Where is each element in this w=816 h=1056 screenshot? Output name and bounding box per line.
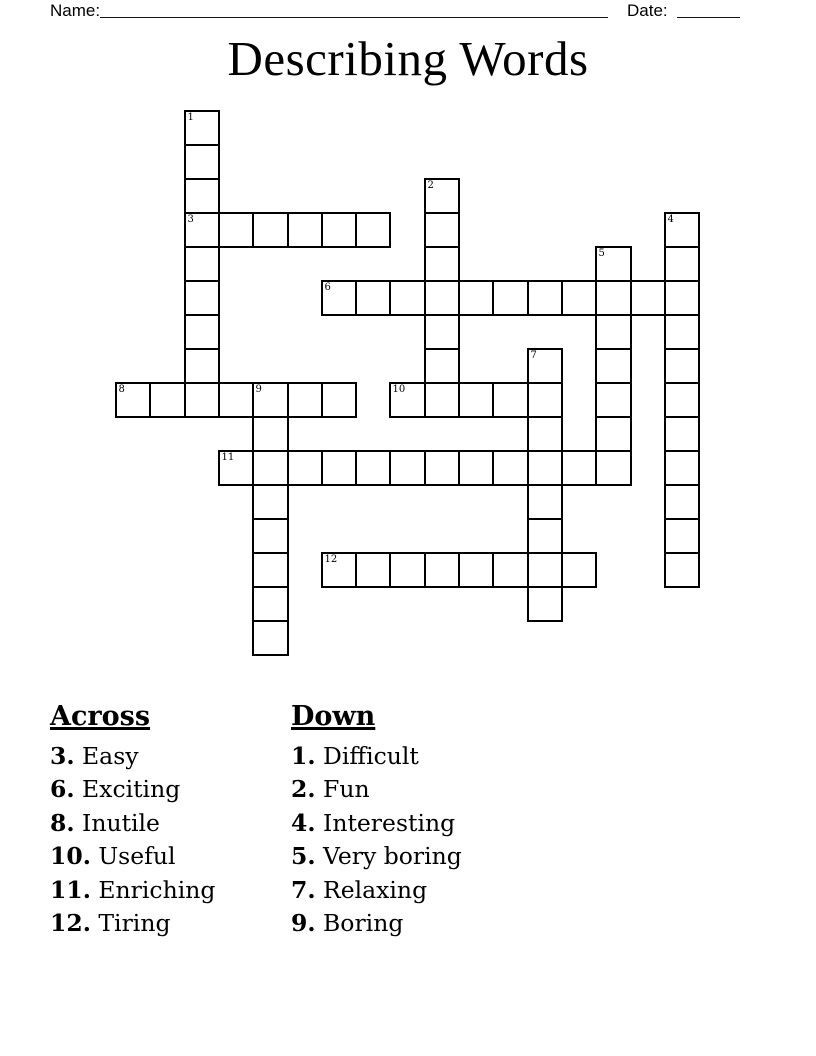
clue-item: [291, 874, 462, 907]
clue-item-number: 8.: [50, 808, 75, 837]
clue-item: [291, 840, 462, 873]
grid-cell[interactable]: [527, 416, 563, 452]
clue-item-text: Easy: [82, 742, 139, 770]
clue-item: [291, 807, 462, 840]
grid-cell[interactable]: [458, 280, 494, 316]
clue-number-label: 8: [118, 384, 125, 395]
grid-cell[interactable]: [252, 484, 289, 520]
grid-cell[interactable]: [252, 586, 289, 622]
grid-cell[interactable]: [252, 552, 289, 588]
clue-item-text: Inutile: [82, 808, 160, 837]
grid-cell[interactable]: [184, 382, 220, 418]
grid-cell[interactable]: [561, 450, 597, 486]
grid-cell[interactable]: [424, 450, 460, 486]
clue-number-label: 6: [324, 282, 331, 293]
grid-cell[interactable]: [184, 314, 220, 350]
grid-cell[interactable]: [287, 382, 323, 418]
grid-cell[interactable]: [664, 382, 700, 418]
clue-item: [50, 907, 215, 940]
grid-cell[interactable]: [424, 280, 460, 316]
grid-cell[interactable]: [424, 314, 460, 350]
grid-cell[interactable]: [458, 450, 494, 486]
clue-item-number: 6.: [50, 775, 75, 804]
clue-number-label: 7: [530, 350, 537, 361]
grid-cell[interactable]: [527, 484, 563, 520]
grid-cell[interactable]: [252, 450, 289, 486]
grid-cell[interactable]: [424, 382, 460, 418]
grid-cell[interactable]: [321, 450, 357, 486]
clue-number-label: 3: [187, 214, 194, 225]
clue-item-text: Interesting: [323, 808, 456, 837]
grid-cell[interactable]: [424, 212, 460, 248]
clue-item-text: Relaxing: [323, 875, 428, 904]
across-clues-section: [50, 702, 215, 940]
clue-item: [50, 807, 215, 840]
grid-cell[interactable]: [389, 450, 426, 486]
clue-number-label: 2: [427, 180, 434, 191]
grid-cell[interactable]: [149, 382, 186, 418]
grid-cell[interactable]: [458, 382, 494, 418]
grid-cell[interactable]: [527, 280, 563, 316]
grid-cell[interactable]: [252, 416, 289, 452]
grid-cell[interactable]: [184, 144, 220, 180]
across-heading: Across: [50, 701, 151, 732]
grid-cell[interactable]: [664, 484, 700, 520]
grid-cell[interactable]: [664, 416, 700, 452]
grid-cell[interactable]: [664, 314, 700, 350]
clue-item-number: 3.: [50, 742, 75, 770]
grid-cell[interactable]: [561, 280, 597, 316]
grid-cell[interactable]: [389, 552, 426, 588]
grid-cell[interactable]: [424, 348, 460, 384]
grid-cell[interactable]: [184, 178, 220, 214]
grid-cell[interactable]: [595, 450, 632, 486]
clue-item: [50, 740, 215, 773]
grid-cell[interactable]: [389, 280, 426, 316]
clue-item-text: Exciting: [82, 775, 181, 804]
grid-cell[interactable]: [321, 212, 357, 248]
grid-cell[interactable]: [492, 382, 529, 418]
grid-cell[interactable]: [355, 280, 391, 316]
grid-cell[interactable]: [355, 450, 391, 486]
clue-item-number: 2.: [291, 775, 316, 804]
grid-cell[interactable]: [664, 246, 700, 282]
clue-item: [50, 773, 215, 806]
clue-item: [50, 840, 215, 873]
name-label: Name:: [50, 1, 101, 20]
clue-item-text: Useful: [98, 842, 176, 871]
clue-number-label: 5: [598, 248, 605, 259]
clue-item: [291, 773, 462, 806]
grid-cell[interactable]: [664, 552, 700, 588]
grid-cell[interactable]: [252, 212, 289, 248]
clue-number-label: 10: [392, 384, 406, 395]
clue-number-label: 1: [187, 112, 194, 123]
clue-item-number: 1.: [291, 742, 316, 770]
clue-item-text: Enriching: [98, 875, 216, 904]
grid-cell[interactable]: [321, 382, 357, 418]
grid-cell[interactable]: [561, 552, 597, 588]
clue-number-label: 4: [667, 214, 674, 225]
grid-cell[interactable]: [630, 280, 666, 316]
clue-number-label: 9: [255, 384, 262, 395]
clue-item-text: Boring: [323, 909, 404, 938]
grid-cell[interactable]: [424, 246, 460, 282]
grid-cell[interactable]: [527, 518, 563, 554]
clue-item-number: 12.: [50, 909, 91, 938]
grid-cell[interactable]: [664, 348, 700, 384]
clue-item: [291, 740, 462, 773]
grid-cell[interactable]: [252, 620, 289, 656]
clue-item: [50, 874, 215, 907]
down-clue-list: [291, 740, 462, 940]
clue-item-text: Tiring: [98, 909, 171, 938]
grid-cell[interactable]: [184, 280, 220, 316]
grid-cell[interactable]: [595, 416, 632, 452]
grid-cell[interactable]: [458, 552, 494, 588]
clue-number-label: 12: [324, 554, 338, 565]
grid-cell[interactable]: [424, 552, 460, 588]
clue-item-number: 11.: [50, 875, 91, 904]
clue-item-number: 4.: [291, 808, 316, 837]
grid-cell[interactable]: [527, 586, 563, 622]
grid-cell[interactable]: [184, 348, 220, 384]
grid-cell[interactable]: [664, 280, 700, 316]
down-clues-section: [291, 702, 462, 940]
page-title: Describing Words: [227, 31, 589, 86]
clue-item-number: 9.: [291, 909, 316, 938]
grid-cell[interactable]: [252, 518, 289, 554]
grid-cell[interactable]: [492, 280, 529, 316]
grid-cell[interactable]: [527, 450, 563, 486]
grid-cell[interactable]: [492, 552, 529, 588]
grid-cell[interactable]: [355, 212, 391, 248]
grid-cell[interactable]: [287, 212, 323, 248]
date-label: Date:: [627, 1, 668, 20]
grid-cell[interactable]: [595, 348, 632, 384]
clue-item-number: 10.: [50, 842, 91, 871]
clue-item-number: 5.: [291, 842, 316, 871]
clue-item-number: 7.: [291, 875, 316, 904]
across-clue-list: [50, 740, 215, 940]
clue-item: [291, 907, 462, 940]
grid-cell[interactable]: [527, 382, 563, 418]
grid-cell[interactable]: [492, 450, 529, 486]
grid-cell[interactable]: [355, 552, 391, 588]
grid-cell[interactable]: [218, 212, 254, 248]
grid-cell[interactable]: [664, 450, 700, 486]
grid-cell[interactable]: [595, 382, 632, 418]
clue-item-text: Very boring: [323, 842, 462, 871]
grid-cell[interactable]: [664, 518, 700, 554]
grid-cell[interactable]: [184, 246, 220, 282]
clue-number-label: 11: [221, 452, 235, 463]
grid-cell[interactable]: [595, 314, 632, 350]
clue-item-text: Difficult: [323, 742, 419, 770]
grid-cell[interactable]: [287, 450, 323, 486]
down-heading: Down: [291, 701, 376, 732]
grid-cell[interactable]: [595, 280, 632, 316]
grid-cell[interactable]: [218, 382, 254, 418]
grid-cell[interactable]: [527, 552, 563, 588]
clue-item-text: Fun: [323, 775, 370, 804]
